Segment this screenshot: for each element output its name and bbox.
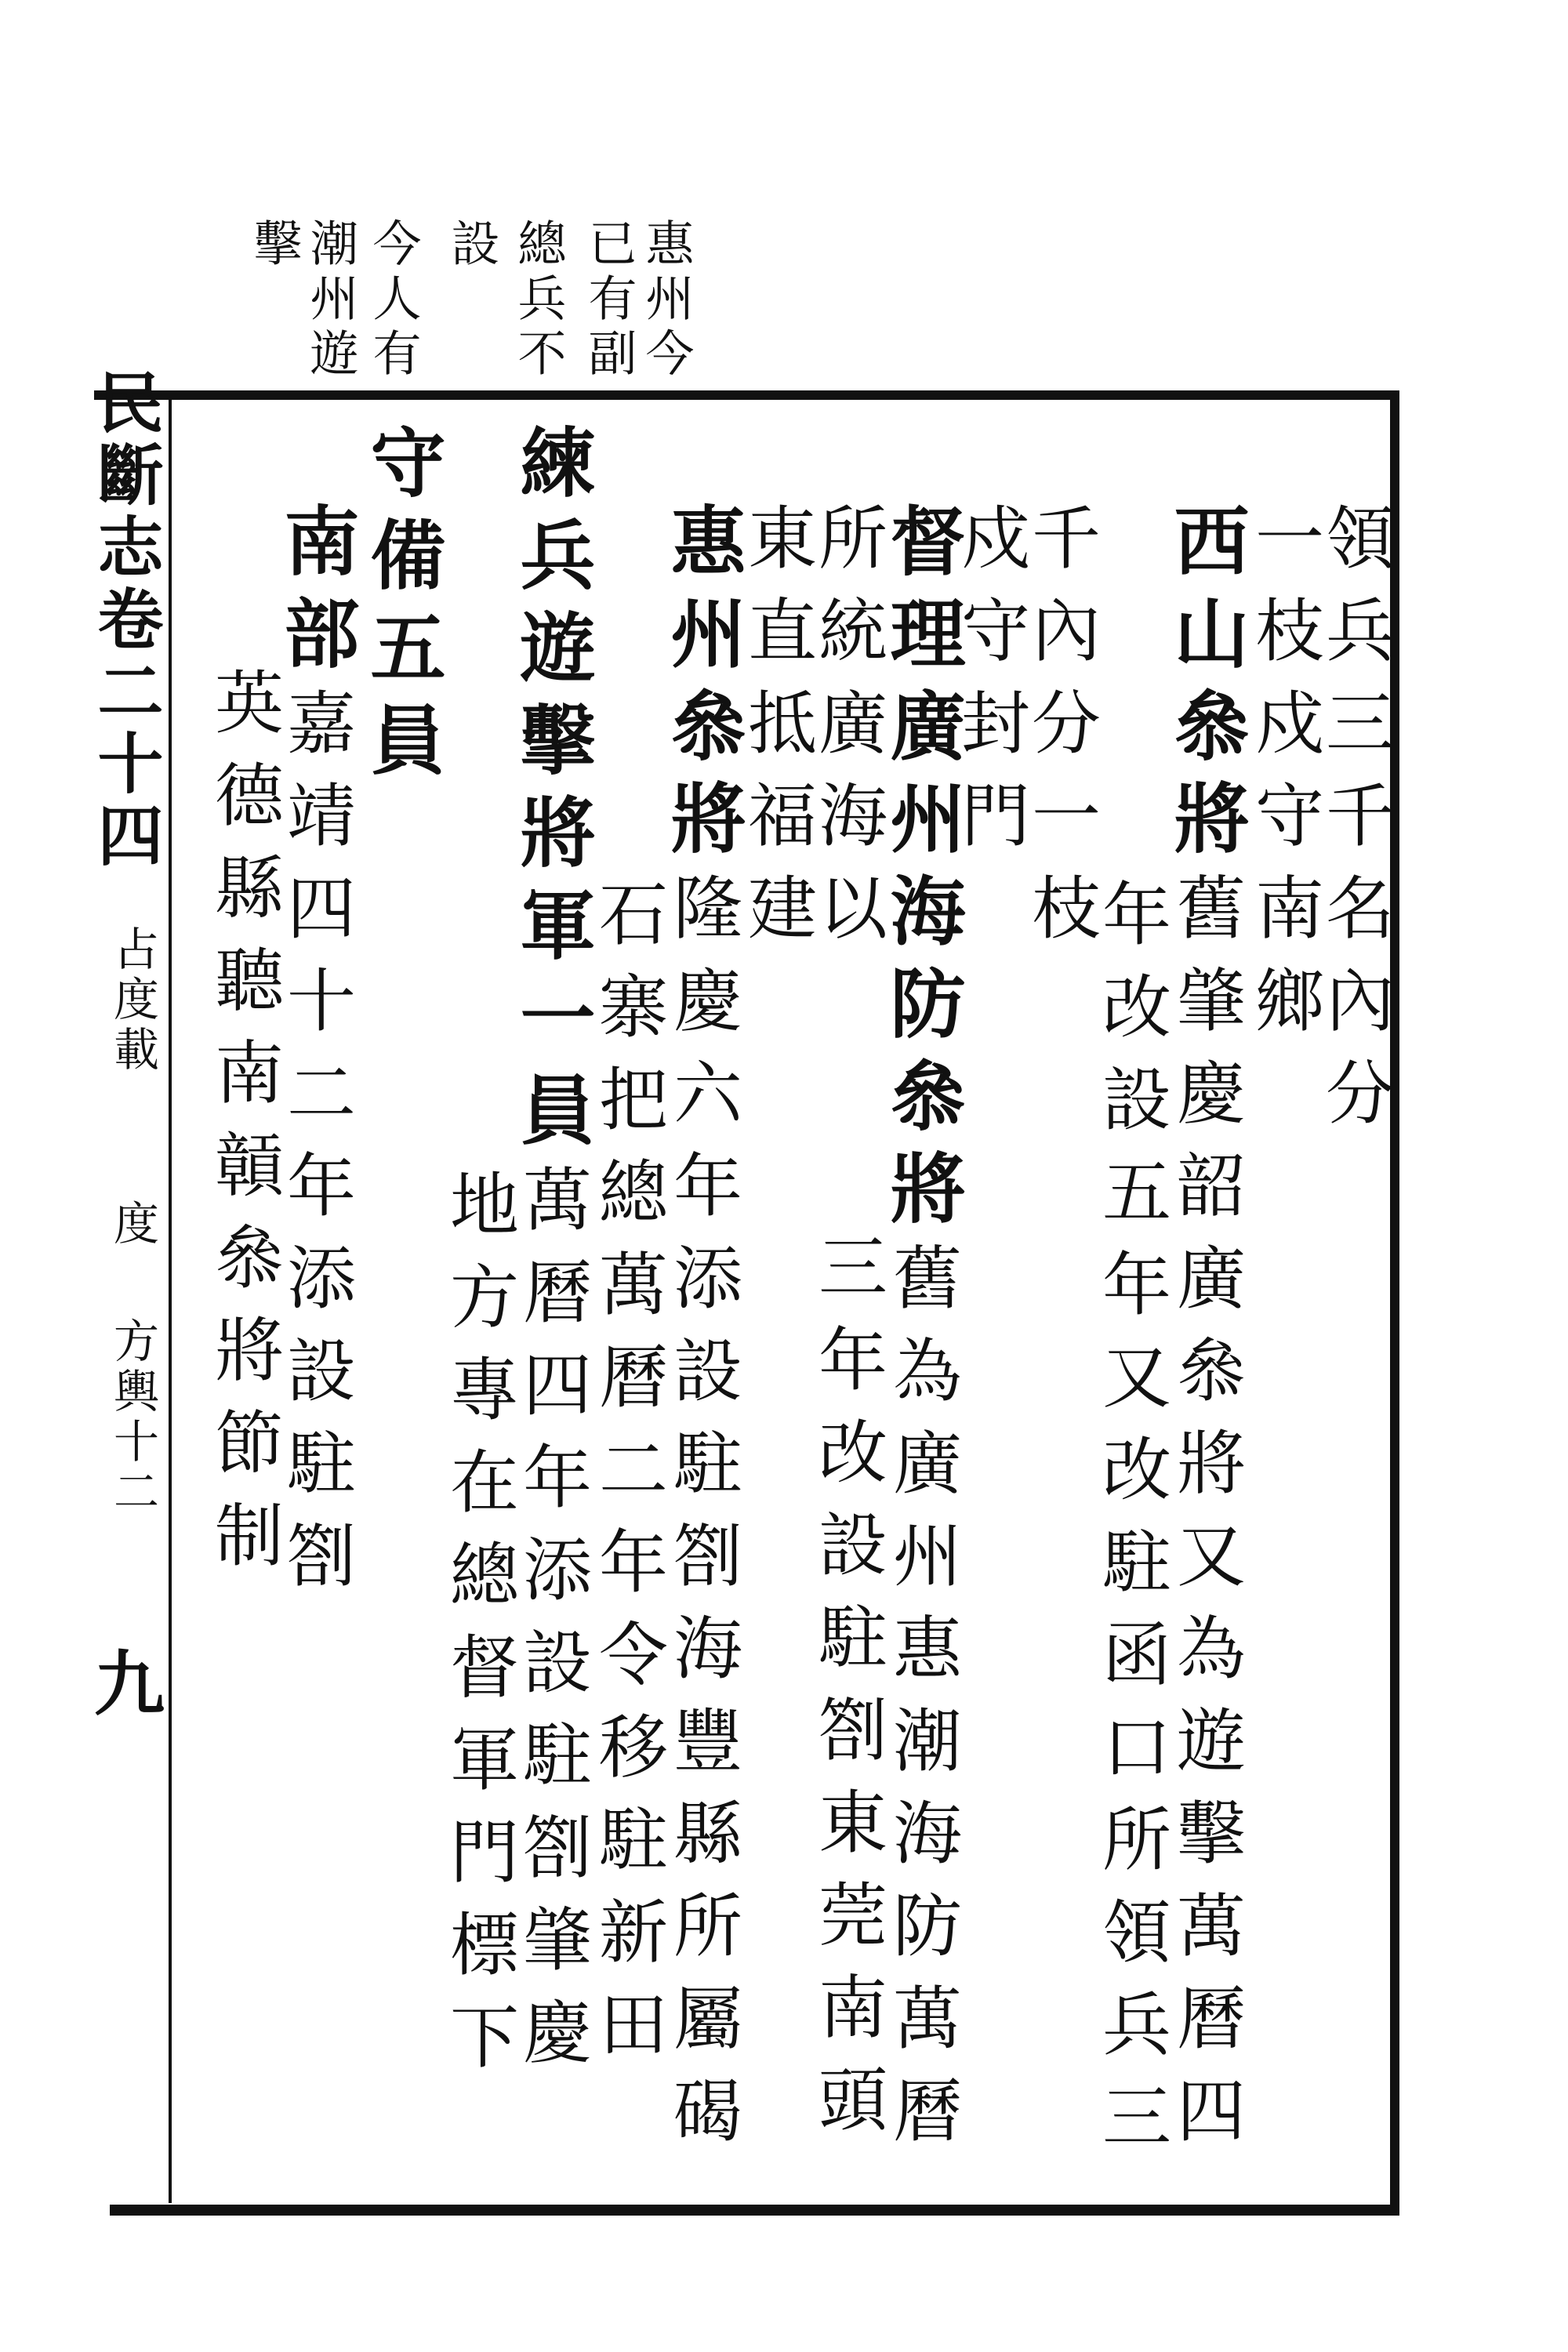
spine-page-label: 方輿十二: [106, 1317, 159, 1518]
text-column-8: [798, 1231, 897, 2156]
column-10-text: 東直抵福建: [737, 502, 818, 964]
headnote-5: 今人有: [365, 218, 422, 383]
frame-bottom-border: [110, 2205, 1399, 2216]
text-column-14: [430, 1168, 528, 2093]
column-1-text: 領兵三千名內分: [1315, 502, 1396, 1149]
headnote-4: 設: [443, 218, 500, 273]
column-11-heading: 惠州叅將: [659, 502, 747, 872]
column-7-text: 舊為廣州惠潮海防萬曆: [882, 1242, 963, 2167]
text-column-17: [194, 666, 293, 1592]
spine-title: 民斷志卷二十四: [87, 368, 165, 873]
column-8-text: 三年改設駐劄東莞南頭: [808, 1231, 888, 2156]
column-2-text: 一枝戍守南鄉: [1244, 502, 1325, 1057]
column-12-text: 石寨把總萬曆二年令移駐新田: [588, 878, 669, 2081]
column-3-text: 舊肇慶韶廣叅將又為遊擊萬曆四: [1166, 872, 1247, 2167]
column-17-text: 英德縣聽南贑叅將節制: [204, 666, 285, 1592]
column-7-heading: 督理廣州海防叅將: [878, 502, 967, 1242]
column-5-text: 千內分一枝: [1021, 502, 1102, 964]
text-column-4: [1082, 878, 1181, 2173]
column-13-text: 萬曆四年添設駐劄肇慶: [512, 1163, 593, 2089]
column-13-heading: 練兵遊擊將軍一員: [508, 423, 597, 1163]
spine-section: 占度載: [106, 925, 159, 1076]
column-9-text: 所統廣海以: [808, 502, 888, 964]
folio-number: 九: [82, 1646, 165, 1717]
column-16-heading: 南部: [272, 502, 361, 687]
headnote-1: 惠州今: [637, 218, 695, 383]
headnote-7: 擊: [245, 218, 303, 273]
column-14-text: 地方專在總督軍門標下: [439, 1168, 520, 2093]
column-4-text: 年改設五年又改駐函口所領兵三: [1091, 878, 1172, 2173]
frame-left-border: [169, 400, 172, 2203]
column-15-heading: 守備五員: [358, 423, 447, 793]
spine-sub: 度: [106, 1200, 159, 1250]
column-11-text: 隆慶六年添設駐劄海豐縣所屬碣: [662, 872, 743, 2167]
column-6-text: 戍守封門: [950, 502, 1031, 872]
headnote-6: 潮州遊: [302, 218, 359, 383]
headnote-2: 已有副: [580, 218, 637, 383]
column-16-text: 嘉靖四十二年添設駐劄: [276, 687, 357, 1612]
column-3-heading: 西山叅將: [1162, 502, 1250, 872]
headnote-3: 總兵不: [510, 218, 567, 383]
frame-top-border: [94, 390, 1399, 400]
